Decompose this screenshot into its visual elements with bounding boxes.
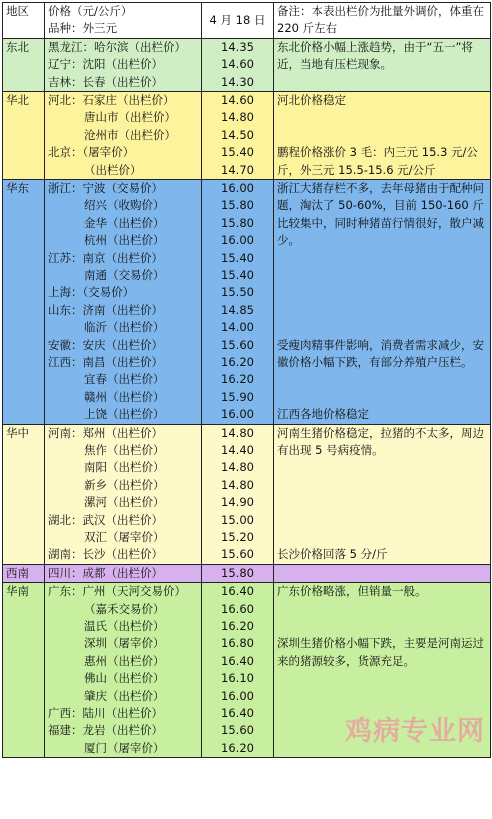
price-table-container — [2, 2, 491, 758]
place-item: 上海：（交易价） — [48, 285, 135, 300]
price-item: 15.00 — [221, 512, 254, 527]
price-list — [202, 180, 274, 425]
price-item: 15.60 — [221, 337, 254, 352]
price-item: 16.00 — [221, 233, 254, 248]
table-header-row — [3, 3, 491, 39]
price-list — [202, 564, 274, 582]
price-item: 14.30 — [221, 74, 254, 89]
price-item: 16.40 — [221, 705, 254, 720]
place-item: 上饶（出栏价） — [84, 407, 165, 422]
price-item: 16.40 — [221, 584, 254, 599]
place-item: 双汇（屠宰价） — [84, 529, 165, 544]
place-item: 河南：郑州（出栏价） — [48, 425, 163, 440]
region-notes — [274, 424, 491, 564]
place-item: 深圳（屠宰价） — [84, 636, 165, 651]
place-item: 沧州市（出栏价） — [84, 127, 176, 142]
price-item: 14.40 — [221, 442, 254, 457]
price-item: 16.40 — [221, 653, 254, 668]
price-item: 14.80 — [221, 477, 254, 492]
header-product — [45, 3, 202, 39]
price-item: 15.80 — [221, 198, 254, 213]
price-item: 14.80 — [221, 460, 254, 475]
place-item: 绍兴（收购价） — [84, 198, 165, 213]
region-block — [3, 180, 491, 425]
price-item: 15.20 — [221, 529, 254, 544]
place-list — [45, 38, 202, 91]
region-note: 广东价格略涨，但销量一般。 — [277, 584, 427, 599]
region-note: 河北价格稳定 — [277, 93, 346, 107]
place-list — [45, 180, 202, 425]
region-note: 深圳生猪价格小幅下跌，主要是河南运过来的猪源较多，货源充足。 — [277, 636, 484, 668]
region-notes — [274, 180, 491, 425]
region-note: 受瘦肉精事件影响，消费者需求减少，安徽价格小幅下跌，有部分养殖户压栏。 — [277, 337, 484, 369]
region-note: 浙江大猪存栏不多，去年母猪由于配种问题，淘汰了 50-60%，目前 150-160 斤比较集中，同时种猪苗行情很好，散户减少。 — [277, 181, 484, 248]
place-item: 赣州（出栏价） — [84, 389, 165, 404]
region-block — [3, 564, 491, 582]
price-item: 15.40 — [221, 250, 254, 265]
place-item: 焦作（出栏价） — [84, 442, 165, 457]
place-item: 宜春（出栏价） — [84, 372, 165, 387]
place-item: 肇庆（出栏价） — [84, 688, 165, 703]
header-date: 4 月 18 日 — [202, 3, 274, 39]
place-item: 湖北：武汉（出栏价） — [48, 512, 163, 527]
region-name: 华南 — [3, 583, 45, 758]
place-item: 金华（出栏价） — [84, 215, 165, 230]
place-item: 温氏（出栏价） — [84, 618, 165, 633]
price-item: 16.00 — [221, 688, 254, 703]
place-item: 临沂（出栏价） — [84, 320, 165, 335]
price-item: 14.90 — [221, 495, 254, 510]
place-item: 河北：石家庄（出栏价） — [48, 93, 175, 107]
place-item: 四川：成都（出栏价） — [48, 565, 163, 580]
region-note: 长沙价格回落 5 分/斤 — [277, 547, 388, 562]
price-item: 14.00 — [221, 320, 254, 335]
place-item: 南通（交易价） — [84, 267, 165, 282]
price-item: 15.90 — [221, 389, 254, 404]
region-name: 华中 — [3, 424, 45, 564]
price-item: 14.50 — [221, 127, 254, 142]
place-item: 黑龙江：哈尔滨（出栏价） — [48, 39, 186, 54]
place-item: 惠州（出栏价） — [84, 653, 165, 668]
place-item: 杭州（出栏价） — [84, 233, 165, 248]
price-item: 14.35 — [221, 39, 254, 54]
region-block — [3, 424, 491, 564]
place-item: 吉林：长春（出栏价） — [48, 74, 163, 89]
header-region: 地区 — [3, 3, 45, 39]
price-item: 14.60 — [221, 93, 254, 107]
place-item: 辽宁：沈阳（出栏价） — [48, 57, 163, 72]
price-item: 16.20 — [221, 618, 254, 633]
price-item: 15.80 — [221, 215, 254, 230]
price-item: 14.80 — [221, 110, 254, 125]
place-item: 广东：广州（天河交易价） — [48, 584, 186, 599]
hog-price-table — [2, 2, 491, 758]
price-item: 16.80 — [221, 636, 254, 651]
price-item: 14.60 — [221, 57, 254, 72]
place-list — [45, 424, 202, 564]
region-note: 鹏程价格涨价 3 毛：内三元 15.3 元/公斤，外三元 15.5-15.6 元/公斤 — [277, 145, 478, 177]
price-item: 15.60 — [221, 547, 254, 562]
place-item: 厦门（屠宰价） — [84, 740, 165, 755]
price-item: 14.70 — [221, 162, 254, 177]
price-item: 16.20 — [221, 372, 254, 387]
price-item: 14.80 — [221, 425, 254, 440]
price-list — [202, 38, 274, 91]
region-name: 华东 — [3, 180, 45, 425]
price-item: 14.85 — [221, 302, 254, 317]
price-list — [202, 583, 274, 758]
price-item: 16.20 — [221, 740, 254, 755]
place-item: 江西：南昌（出栏价） — [48, 354, 163, 369]
price-item: 16.00 — [221, 407, 254, 422]
price-item: 16.00 — [221, 181, 254, 195]
region-notes — [274, 564, 491, 582]
header-note: 备注：本表出栏价为批量外调价，体重在 220 斤左右 — [274, 3, 491, 39]
region-notes — [274, 38, 491, 91]
price-item: 15.40 — [221, 145, 254, 160]
place-item: 南阳（出栏价） — [84, 460, 165, 475]
region-block — [3, 92, 491, 180]
place-item: 新乡（出栏价） — [84, 477, 165, 492]
price-item: 16.20 — [221, 354, 254, 369]
place-item: 浙江：宁波（交易价） — [48, 181, 163, 195]
price-item: 15.40 — [221, 267, 254, 282]
place-item: 佛山（出栏价） — [84, 671, 165, 686]
place-list — [45, 564, 202, 582]
region-name: 东北 — [3, 38, 45, 91]
header-product-line1: 价格（元/公斤） — [48, 4, 133, 18]
place-item: （嘉禾交易价） — [84, 601, 165, 616]
place-list — [45, 583, 202, 758]
region-notes — [274, 92, 491, 180]
region-name: 西南 — [3, 564, 45, 582]
header-product-line2: 品种：外三元 — [48, 21, 117, 36]
price-list — [202, 424, 274, 564]
region-name: 华北 — [3, 92, 45, 180]
price-item: 15.80 — [221, 565, 254, 580]
place-item: （出栏价） — [84, 162, 142, 177]
place-item: 福建：龙岩（出栏价） — [48, 723, 163, 738]
place-item: 广西：陆川（出栏价） — [48, 705, 163, 720]
place-item: 江苏：南京（出栏价） — [48, 250, 163, 265]
place-item: 湖南：长沙（出栏价） — [48, 547, 163, 562]
place-item: 唐山市（出栏价） — [84, 110, 176, 125]
place-item: 漯河（出栏价） — [84, 495, 165, 510]
region-note: 河南生猪价格稳定，拉猪的不太多，周边有出现 5 号病疫情。 — [277, 425, 484, 457]
price-item: 16.10 — [221, 671, 254, 686]
price-item: 16.60 — [221, 601, 254, 616]
place-list — [45, 92, 202, 180]
price-list — [202, 92, 274, 180]
price-item: 15.50 — [221, 285, 254, 300]
region-note: 江西各地价格稳定 — [277, 407, 369, 422]
price-item: 15.60 — [221, 723, 254, 738]
place-item: 山东：济南（出栏价） — [48, 302, 163, 317]
region-note: 东北价格小幅上涨趋势，由于“五一”将近，当地有压栏现象。 — [277, 39, 473, 72]
place-item: 北京：（屠宰价） — [48, 145, 135, 160]
region-block — [3, 38, 491, 91]
watermark: 鸡病专业网 — [345, 716, 485, 748]
place-item: 安徽：安庆（出栏价） — [48, 337, 163, 352]
